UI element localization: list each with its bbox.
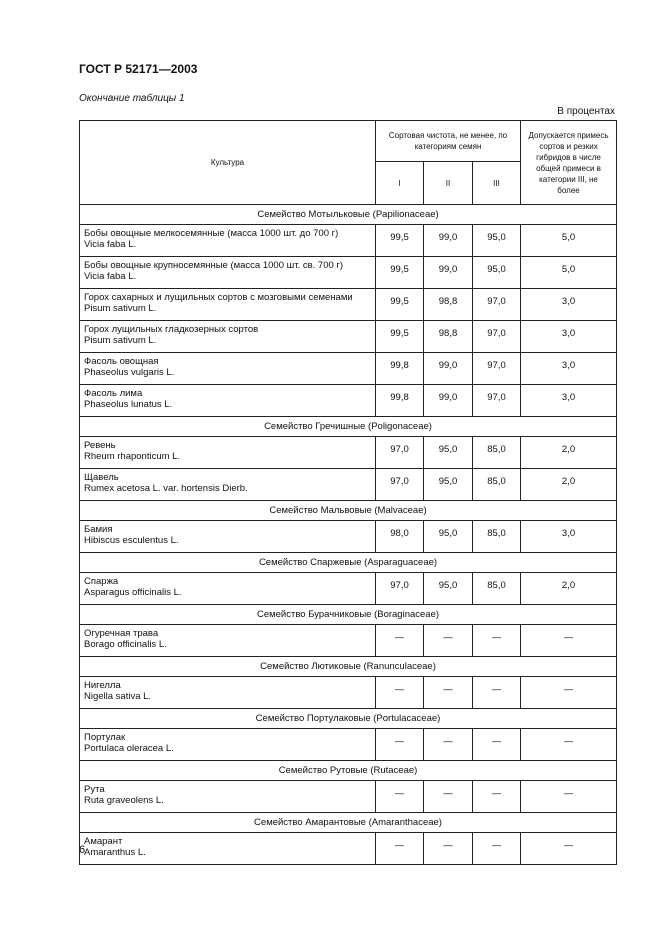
purity-cat-2-value: 99,0 xyxy=(424,385,473,417)
page-number: 6 xyxy=(79,844,86,856)
purity-cat-3-value: — xyxy=(473,625,521,657)
crop-cell xyxy=(80,225,376,257)
crop-latin-name: Phaseolus lunatus L. xyxy=(84,399,173,410)
family-name: Семейство Лютиковые (Ranunculaceae) xyxy=(80,657,617,677)
units-label: В процентах xyxy=(557,106,615,117)
table-row xyxy=(80,469,617,501)
family-row xyxy=(80,553,617,573)
admixture-value: — xyxy=(521,729,617,761)
crop-cell xyxy=(80,521,376,553)
crop-name: Ревень xyxy=(84,440,116,451)
admixture-value: — xyxy=(521,833,617,865)
crop-latin-name: Pisum sativum L. xyxy=(84,335,157,346)
crop-cell xyxy=(80,257,376,289)
crop-name: Горох сахарных и лущильных сортов с мозговыми семенами xyxy=(84,292,353,303)
crop-latin-name: Asparagus officinalis L. xyxy=(84,587,182,598)
purity-cat-3-value: 97,0 xyxy=(473,353,521,385)
purity-cat-3-value: 85,0 xyxy=(473,469,521,501)
purity-cat-2-value: 99,0 xyxy=(424,353,473,385)
crop-cell xyxy=(80,321,376,353)
crop-latin-name: Amaranthus L. xyxy=(84,847,146,858)
purity-cat-3-value: 85,0 xyxy=(473,573,521,605)
family-row xyxy=(80,709,617,729)
standard-title: ГОСТ Р 52171—2003 xyxy=(79,62,198,76)
purity-cat-2-value: 95,0 xyxy=(424,573,473,605)
family-name: Семейство Мотыльковые (Papilionaceae) xyxy=(80,205,617,225)
purity-cat-1-value: 99,8 xyxy=(376,353,424,385)
purity-cat-1-value: 97,0 xyxy=(376,437,424,469)
admixture-value: 3,0 xyxy=(521,385,617,417)
crop-cell xyxy=(80,437,376,469)
purity-cat-1-value: — xyxy=(376,833,424,865)
crop-latin-name: Rheum rhaponticum L. xyxy=(84,451,181,462)
table-row xyxy=(80,321,617,353)
purity-cat-2-value: — xyxy=(424,729,473,761)
crop-name: Горох лущильных гладкозерных сортов xyxy=(84,324,259,335)
family-row xyxy=(80,761,617,781)
crop-name: Рута xyxy=(84,784,105,795)
purity-cat-2-value: 95,0 xyxy=(424,469,473,501)
crop-cell xyxy=(80,573,376,605)
crop-cell xyxy=(80,625,376,657)
admixture-value: 5,0 xyxy=(521,225,617,257)
admixture-value: 3,0 xyxy=(521,353,617,385)
family-row xyxy=(80,813,617,833)
admixture-value: 5,0 xyxy=(521,257,617,289)
admixture-value: 3,0 xyxy=(521,289,617,321)
purity-cat-2-value: 99,0 xyxy=(424,257,473,289)
purity-cat-2-value: — xyxy=(424,833,473,865)
admixture-value: 3,0 xyxy=(521,321,617,353)
table-caption: Окончание таблицы 1 xyxy=(79,93,185,104)
family-row xyxy=(80,501,617,521)
col-cat-3-header: III xyxy=(473,162,521,205)
family-name: Семейство Амарантовые (Amaranthaceae) xyxy=(80,813,617,833)
crop-cell xyxy=(80,469,376,501)
table-row xyxy=(80,521,617,553)
purity-cat-1-value: 99,5 xyxy=(376,321,424,353)
purity-cat-1-value: 99,5 xyxy=(376,289,424,321)
crop-cell xyxy=(80,781,376,813)
family-name: Семейство Спаржевые (Asparaguaceae) xyxy=(80,553,617,573)
crop-latin-name: Phaseolus vulgaris L. xyxy=(84,367,175,378)
family-name: Семейство Портулаковые (Portulacaceae) xyxy=(80,709,617,729)
purity-cat-3-value: 97,0 xyxy=(473,289,521,321)
table-row xyxy=(80,729,617,761)
crop-latin-name: Ruta graveolens L. xyxy=(84,795,164,806)
table-row xyxy=(80,353,617,385)
crop-latin-name: Pisum sativum L. xyxy=(84,303,157,314)
purity-cat-3-value: 95,0 xyxy=(473,225,521,257)
table-row xyxy=(80,625,617,657)
crop-name: Фасоль лима xyxy=(84,388,143,399)
crop-latin-name: Vicia faba L. xyxy=(84,239,137,250)
crop-latin-name: Portulaca oleracea L. xyxy=(84,743,174,754)
crop-latin-name: Hibiscus esculentus L. xyxy=(84,535,179,546)
crop-name: Бобы овощные крупносемянные (масса 1000 шт. св. 700 г) xyxy=(84,260,344,271)
family-row xyxy=(80,657,617,677)
purity-cat-2-value: 98,8 xyxy=(424,289,473,321)
purity-cat-1-value: — xyxy=(376,781,424,813)
crop-latin-name: Nigella sativa L. xyxy=(84,691,152,702)
table-row xyxy=(80,677,617,709)
purity-cat-3-value: 95,0 xyxy=(473,257,521,289)
col-admixture-header: Допускается примесь сортов и резких гибридов в числе общей примеси в категории III, не более xyxy=(521,121,617,205)
admixture-value: 2,0 xyxy=(521,469,617,501)
crop-cell xyxy=(80,289,376,321)
table-row xyxy=(80,225,617,257)
family-name: Семейство Мальвовые (Malvaceae) xyxy=(80,501,617,521)
purity-cat-3-value: 85,0 xyxy=(473,521,521,553)
table-row xyxy=(80,437,617,469)
table-row xyxy=(80,385,617,417)
crop-cell xyxy=(80,729,376,761)
crop-name: Фасоль овощная xyxy=(84,356,159,367)
purity-cat-2-value: — xyxy=(424,625,473,657)
purity-cat-2-value: — xyxy=(424,781,473,813)
crop-latin-name: Vicia faba L. xyxy=(84,271,137,282)
crop-name: Бамия xyxy=(84,524,113,535)
crop-cell xyxy=(80,677,376,709)
table-body xyxy=(80,205,617,865)
purity-cat-1-value: 99,5 xyxy=(376,225,424,257)
family-row xyxy=(80,605,617,625)
crop-name: Огуречная трава xyxy=(84,628,159,639)
table-row xyxy=(80,833,617,865)
purity-cat-1-value: — xyxy=(376,729,424,761)
table-row xyxy=(80,781,617,813)
table-row xyxy=(80,289,617,321)
purity-cat-3-value: 97,0 xyxy=(473,385,521,417)
family-name: Семейство Гречишные (Poligonaceae) xyxy=(80,417,617,437)
admixture-value: — xyxy=(521,677,617,709)
purity-cat-1-value: 99,8 xyxy=(376,385,424,417)
purity-cat-2-value: 95,0 xyxy=(424,521,473,553)
table-row xyxy=(80,257,617,289)
purity-cat-1-value: 97,0 xyxy=(376,573,424,605)
admixture-value: — xyxy=(521,625,617,657)
purity-cat-1-value: — xyxy=(376,677,424,709)
purity-cat-2-value: — xyxy=(424,677,473,709)
purity-cat-1-value: 97,0 xyxy=(376,469,424,501)
crop-latin-name: Borago officinalis L. xyxy=(84,639,167,650)
col-cat-2-header: II xyxy=(424,162,473,205)
purity-cat-3-value: 85,0 xyxy=(473,437,521,469)
purity-cat-2-value: 98,8 xyxy=(424,321,473,353)
purity-cat-3-value: — xyxy=(473,781,521,813)
purity-cat-3-value: 97,0 xyxy=(473,321,521,353)
purity-cat-1-value: 98,0 xyxy=(376,521,424,553)
crop-name: Портулак xyxy=(84,732,126,743)
family-row xyxy=(80,205,617,225)
crop-name: Амарант xyxy=(84,836,123,847)
crop-cell xyxy=(80,385,376,417)
admixture-value: 2,0 xyxy=(521,573,617,605)
purity-cat-3-value: — xyxy=(473,677,521,709)
col-culture-header: Культура xyxy=(80,121,376,205)
crop-name: Спаржа xyxy=(84,576,119,587)
crop-cell xyxy=(80,833,376,865)
purity-cat-3-value: — xyxy=(473,729,521,761)
purity-cat-2-value: 99,0 xyxy=(424,225,473,257)
family-name: Семейство Бурачниковые (Boraginaceae) xyxy=(80,605,617,625)
col-purity-header: Сортовая чистота, не менее, по категориям семян xyxy=(376,121,521,162)
col-cat-1-header: I xyxy=(376,162,424,205)
admixture-value: 2,0 xyxy=(521,437,617,469)
purity-cat-3-value: — xyxy=(473,833,521,865)
seed-purity-table xyxy=(79,120,617,865)
crop-name: Щавель xyxy=(84,472,119,483)
family-row xyxy=(80,417,617,437)
purity-cat-2-value: 95,0 xyxy=(424,437,473,469)
crop-latin-name: Rumex acetosa L. var. hortensis Dierb. xyxy=(84,483,248,494)
admixture-value: 3,0 xyxy=(521,521,617,553)
purity-cat-1-value: 99,5 xyxy=(376,257,424,289)
crop-cell xyxy=(80,353,376,385)
crop-name: Нигелла xyxy=(84,680,121,691)
purity-cat-1-value: — xyxy=(376,625,424,657)
table-row xyxy=(80,573,617,605)
family-name: Семейство Рутовые (Rutaceae) xyxy=(80,761,617,781)
crop-name: Бобы овощные мелкосемянные (масса 1000 шт. до 700 г) xyxy=(84,228,339,239)
admixture-value: — xyxy=(521,781,617,813)
